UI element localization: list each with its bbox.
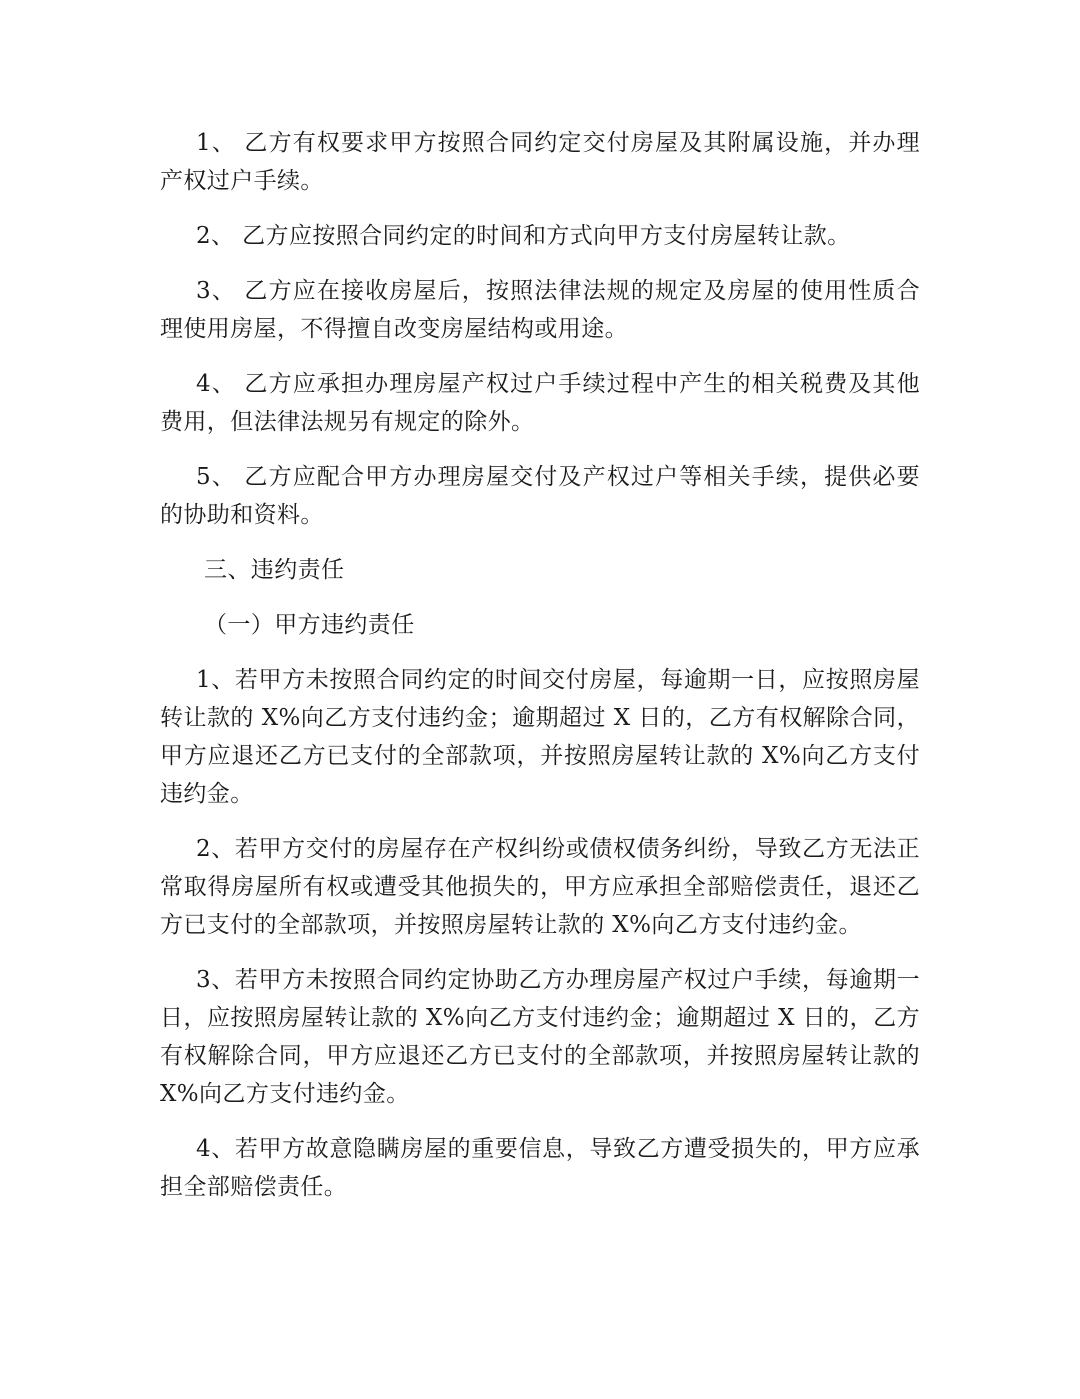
paragraph-3: 3、 乙方应在接收房屋后，按照法律法规的规定及房屋的使用性质合理使用房屋，不得擅自改变房屋结构或用途。 <box>160 278 920 342</box>
paragraph-5: 5、 乙方应配合甲方办理房屋交付及产权过户等相关手续，提供必要的协助和资料。 <box>160 464 920 528</box>
clause-2: 2、若甲方交付的房屋存在产权纠纷或债权债务纠纷，导致乙方无法正常取得房屋所有权或遭受其他损失的，甲方应承担全部赔偿责任，退还乙方已支付的全部款项，并按照房屋转让款的 X%向乙方支付违约金。 <box>160 836 920 938</box>
subsection-heading: （一）甲方违约责任 <box>204 612 415 638</box>
clause-4: 4、若甲方故意隐瞒房屋的重要信息，导致乙方遭受损失的，甲方应承担全部赔偿责任。 <box>160 1136 920 1200</box>
document-body <box>160 124 920 1223</box>
paragraph-4: 4、 乙方应承担办理房屋产权过户手续过程中产生的相关税费及其他费用，但法律法规另有规定的除外。 <box>160 371 920 435</box>
section-heading: 三、违约责任 <box>204 557 345 583</box>
clause-1: 1、若甲方未按照合同约定的时间交付房屋，每逾期一日，应按照房屋转让款的 X%向乙方支付违约金；逾期超过 X 日的，乙方有权解除合同，甲方应退还乙方已支付的全部款项，并按照房屋转让款的 X%向乙方支付违约金。 <box>160 667 920 807</box>
paragraph-2: 2、 乙方应按照合同约定的时间和方式向甲方支付房屋转让款。 <box>196 223 851 249</box>
paragraph-1: 1、 乙方有权要求甲方按照合同约定交付房屋及其附属设施，并办理产权过户手续。 <box>160 130 920 194</box>
clause-3: 3、若甲方未按照合同约定协助乙方办理房屋产权过户手续，每逾期一日，应按照房屋转让款的 X%向乙方支付违约金；逾期超过 X 日的，乙方有权解除合同，甲方应退还乙方已支付的全部款项，并按照房屋转让款的 X%向乙方支付违约金。 <box>160 967 920 1107</box>
